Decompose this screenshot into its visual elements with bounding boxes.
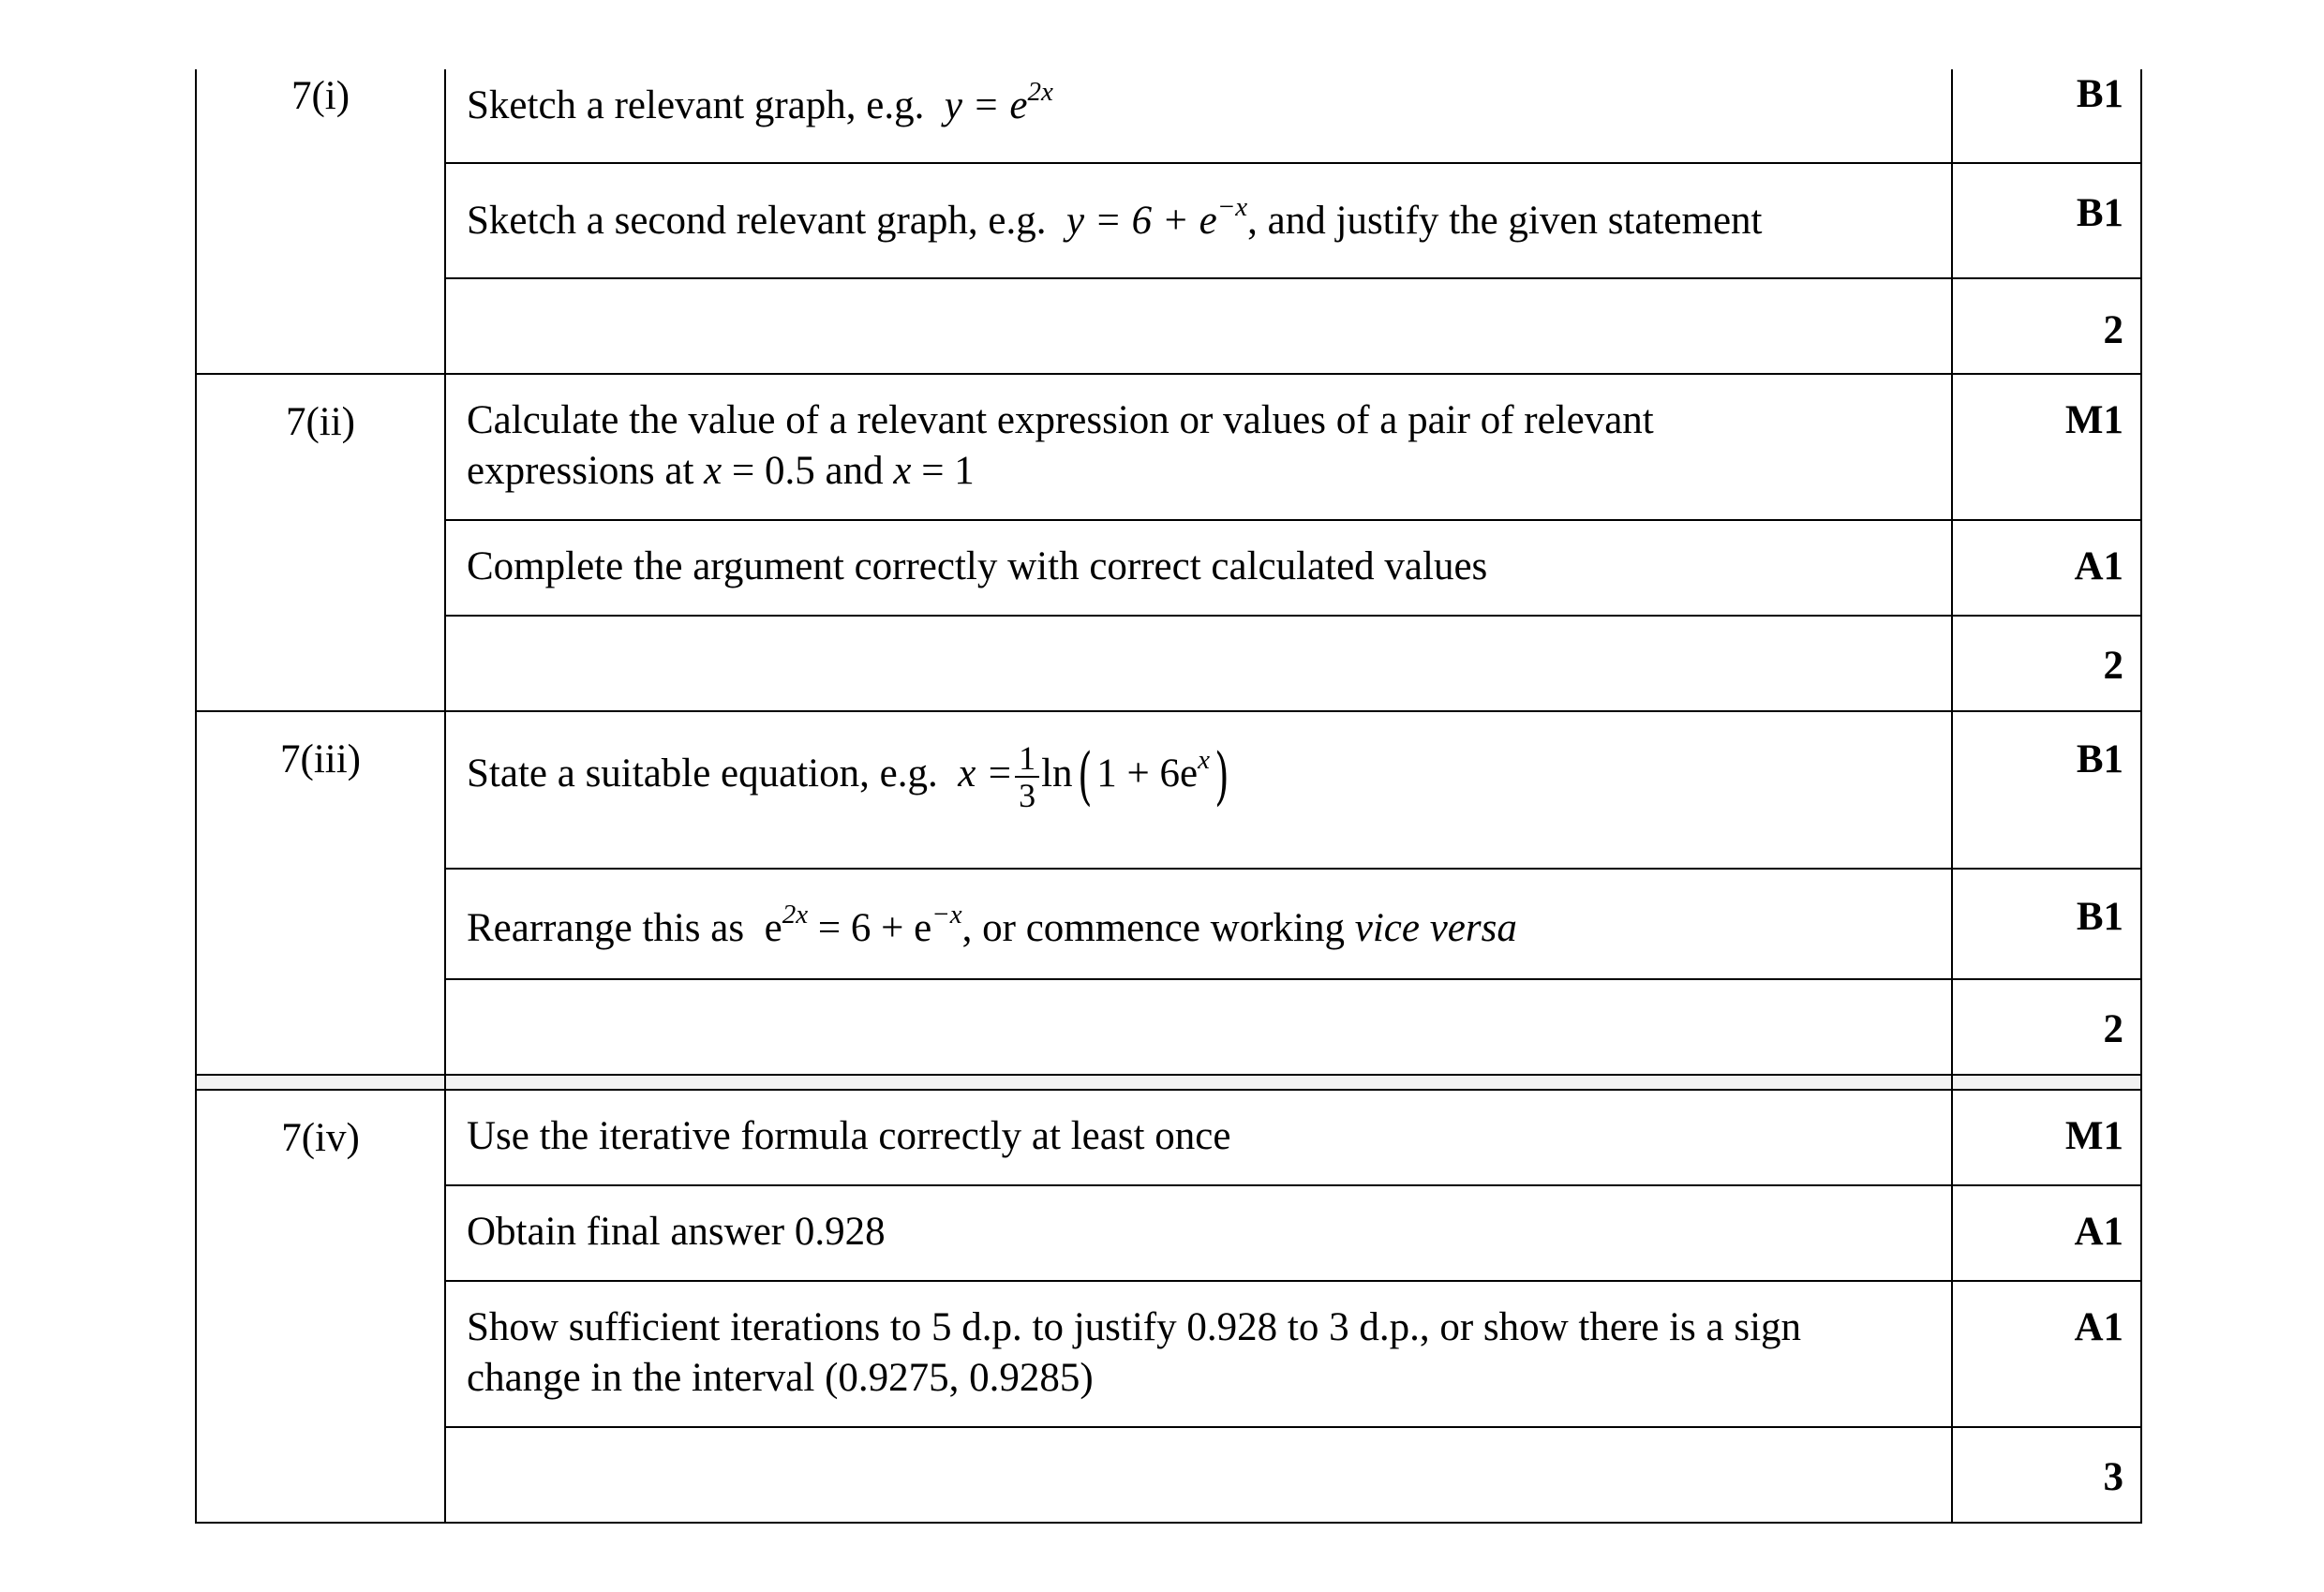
question-number: 7(ii) [196,374,445,711]
mark-total: 2 [1952,278,2141,374]
criterion-text: Complete the argument correctly with correct calculated values [445,520,1952,616]
criterion-text: Show sufficient iterations to 5 d.p. to justify 0.928 to 3 d.p., or show there is a sign change in the interval (0.9275, 0.9285) [445,1281,1952,1427]
question-number: 7(iii) [196,711,445,1075]
criterion-empty [445,979,1952,1075]
mark-scheme-table [195,69,2142,1524]
mark-award: B1 [1952,69,2141,163]
criterion-text: Obtain final answer 0.928 [445,1185,1952,1281]
mark-award: A1 [1952,1185,2141,1281]
question-number: 7(i) [196,69,445,374]
criterion-empty [445,1427,1952,1523]
criterion-text: Sketch a second relevant graph, e.g. $y = 6 + e^{-x}$, and justify the given statement [445,163,1952,278]
mark-award: M1 [1952,374,2141,520]
question-number: 7(iv) [196,1090,445,1523]
criterion-empty [445,278,1952,374]
fraction: $\frac{1}{3}$ [1015,740,1039,813]
criterion-text: Use the iterative formula correctly at least once [445,1090,1952,1185]
criterion-text: Rearrange this as $e^{2x} = 6 + e^{-x}$, or commence working vice versa [445,869,1952,979]
mark-total: 3 [1952,1427,2141,1523]
mark-total: 2 [1952,616,2141,711]
mark-award: A1 [1952,1281,2141,1427]
mark-award: B1 [1952,869,2141,979]
section-separator [196,1075,2141,1090]
mark-award: M1 [1952,1090,2141,1185]
criterion-empty [445,616,1952,711]
mark-total: 2 [1952,979,2141,1075]
criterion-text: Calculate the value of a relevant expression or values of a pair of relevant expressions at x = 0.5 and x = 1 [445,374,1952,520]
mark-award: B1 [1952,163,2141,278]
criterion-text: State a suitable equation, e.g. x = $\frac{1}{3}$ ln( $1 + 6e^x$) [445,711,1952,869]
criterion-text: Sketch a relevant graph, e.g. $y = e^{2x}$ [445,69,1952,163]
mark-award: B1 [1952,711,2141,869]
mark-award: A1 [1952,520,2141,616]
